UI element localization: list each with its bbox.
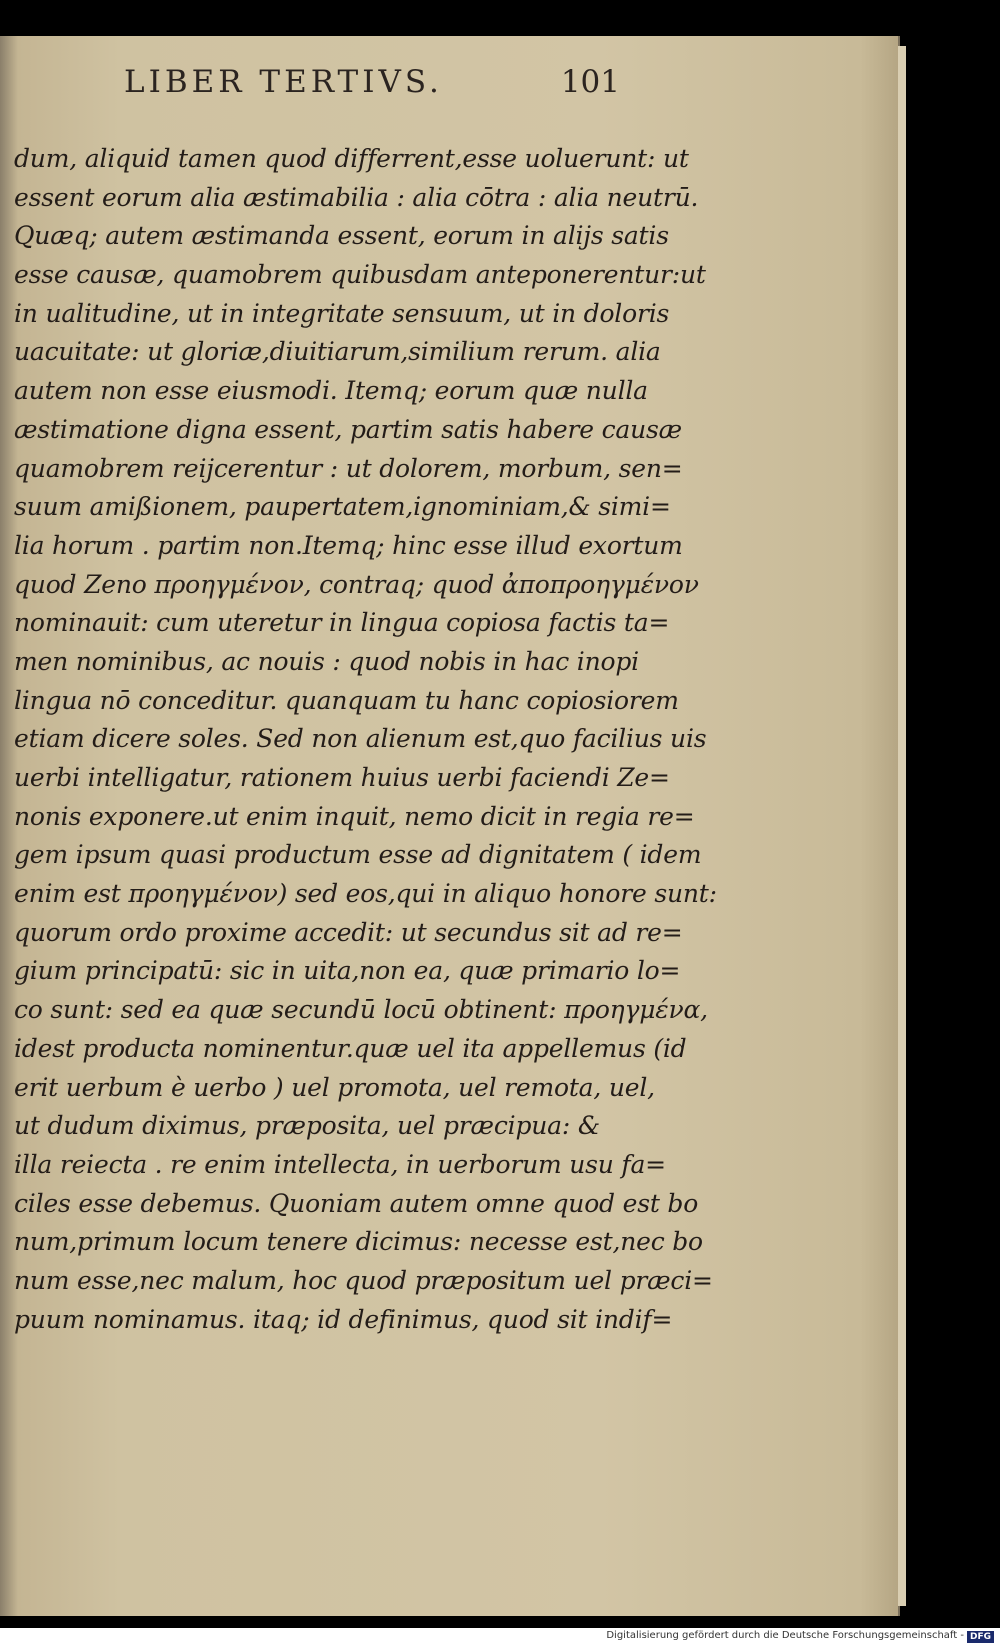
text-line: nominauit: cum uteretur in lingua copiosa factis ta= [14,608,670,638]
text-line: ut dudum diximus, præposita, uel præcipua: & [14,1111,600,1141]
text-line: gem ipsum quasi productum esse ad dignitatem ( idem [14,840,702,870]
text-line: esse causæ, quamobrem quibusdam anteponerentur:ut [14,260,706,290]
dfg-logo: DFG [967,1631,994,1643]
text-line: num esse,nec malum, hoc quod præpositum uel præci= [14,1265,713,1295]
text-line: nonis exponere.ut enim inquit, nemo dicit in regia re= [14,801,695,831]
text-line: suum amißionem, paupertatem,ignominiam,& simi= [14,492,671,522]
page-header [120,64,620,114]
text-line: gium principatū: sic in uita,non ea, quæ primario lo= [14,956,681,986]
text-line: ciles esse debemus. Quoniam autem omne quod est bo [14,1188,699,1218]
text-line: uacuitate: ut gloriæ,diuitiarum,similium rerum. alia [14,337,661,367]
text-line: idest producta nominentur.quæ uel ita appellemus (id [14,1033,687,1063]
text-line: dum, aliquid tamen quod differrent,esse uoluerunt: ut [14,144,689,173]
text-line: enim est προηγμένον) sed eos,qui in aliquo honore sunt: [14,879,717,909]
text-line: Quæq; autem æstimanda essent, eorum in alijs satis [14,221,669,251]
digitization-credit: Digitalisierung gefördert durch die Deutsche Forschungsgemeinschaft - [606,1630,964,1641]
text-line: uerbi intelligatur, rationem huius uerbi faciendi Ze= [14,763,670,792]
page-number: 101 [560,64,620,100]
text-line: æstimatione digna essent, partim satis habere causæ [14,414,682,444]
text-line: lia horum . partim non.Itemq; hinc esse illud exortum [14,530,683,560]
running-head: LIBER TERTIVS. [124,64,443,100]
page-edge [898,46,906,1606]
text-line: men nominibus, ac nouis : quod nobis in hac inopi [14,646,639,676]
text-line: in ualitudine, ut in integritate sensuum, ut in doloris [14,298,670,328]
text-line: lingua nō conceditur. quanquam tu hanc copiosiorem [14,685,679,715]
text-line: quamobrem reijcerentur : ut dolorem, morbum, sen= [14,453,683,483]
text-line: erit uerbum è uerbo ) uel promota, uel remota, uel, [14,1072,655,1102]
text-line: num,primum locum tenere dicimus: necesse est,nec bo [14,1227,703,1257]
text-line: co sunt: sed ea quæ secundū locū obtinent: προηγμένα, [14,995,708,1025]
text-line: illa reiecta . re enim intellecta, in uerborum usu fa= [14,1149,666,1179]
text-line: puum nominamus. itaq; id definimus, quod sit indif= [14,1304,673,1334]
text-block [14,140,717,1339]
text-line: autem non esse eiusmodi. Itemq; eorum quæ nulla [14,376,648,406]
text-line: quorum ordo proxime accedit: ut secundus sit ad re= [14,917,683,947]
text-line: essent eorum alia æstimabilia : alia cōtra : alia neutrū. [14,182,699,212]
text-line: quod Zeno προηγμένον, contraq; quod ἀποπροηγμένον [14,569,699,599]
text-line: etiam dicere soles. Sed non alienum est,quo facilius uis [14,724,707,754]
